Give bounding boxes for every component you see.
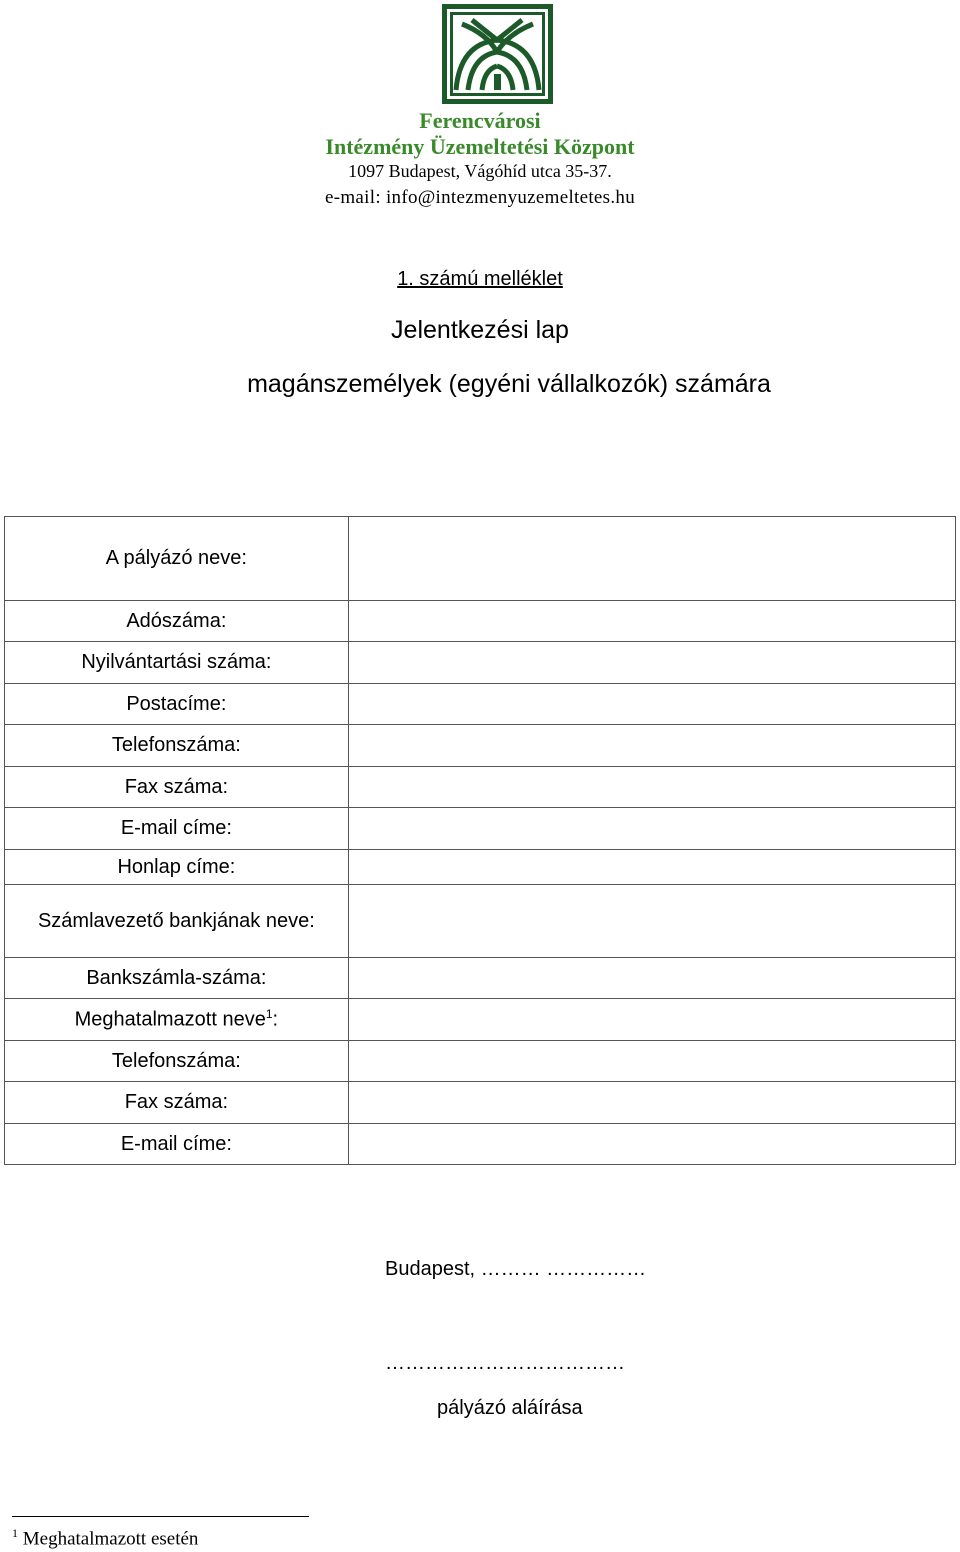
form-row-fax bbox=[5, 767, 956, 808]
form-value-bank-name[interactable] bbox=[348, 885, 955, 958]
form-label: Meghatalmazott neve bbox=[74, 1008, 266, 1031]
footnote-divider bbox=[12, 1516, 309, 1517]
form-label: Fax száma: bbox=[5, 1082, 349, 1124]
form-row-representative-email bbox=[5, 1124, 956, 1165]
organization-logo bbox=[442, 4, 553, 104]
form-label-suffix: : bbox=[272, 1008, 279, 1031]
form-row-registration-number bbox=[5, 642, 956, 684]
form-value-applicant-name[interactable] bbox=[348, 517, 955, 601]
form-value-bank-account[interactable] bbox=[348, 958, 955, 999]
form-label: Számlavezető bankjának neve: bbox=[5, 885, 349, 958]
footnote-ref: 1 bbox=[265, 1007, 273, 1022]
footnote-marker: 1 bbox=[12, 1526, 18, 1540]
form-row-bank-account bbox=[5, 958, 956, 999]
form-label: E-mail címe: bbox=[5, 1124, 349, 1165]
form-label: Telefonszáma: bbox=[5, 725, 349, 767]
footnote bbox=[12, 1526, 198, 1550]
annex-label: 1. számú melléklet bbox=[397, 268, 563, 290]
annex-label-container bbox=[0, 268, 960, 291]
org-name-line1: Ferencvárosi bbox=[419, 108, 541, 133]
org-name-line2: Intézmény Üzemeltetési Központ bbox=[325, 134, 635, 159]
form-label: Nyilvántartási száma: bbox=[5, 642, 349, 684]
form-value-representative-phone[interactable] bbox=[348, 1041, 955, 1082]
form-value-representative-email[interactable] bbox=[348, 1124, 955, 1165]
form-row-representative-fax bbox=[5, 1082, 956, 1124]
form-row-postal-address bbox=[5, 684, 956, 725]
form-row-representative-phone bbox=[5, 1041, 956, 1082]
form-label: E-mail címe: bbox=[5, 808, 349, 850]
form-label: Honlap címe: bbox=[5, 850, 349, 885]
org-email: e-mail: info@intezmenyuzemeltetes.hu bbox=[324, 187, 636, 208]
form-label: Postacíme: bbox=[5, 684, 349, 725]
form-label-representative bbox=[5, 999, 349, 1041]
form-value-registration-number[interactable] bbox=[348, 642, 955, 684]
form-label: Bankszámla-száma: bbox=[5, 958, 349, 999]
form-row-website bbox=[5, 850, 956, 885]
form-value-phone[interactable] bbox=[348, 725, 955, 767]
form-row-tax-number bbox=[5, 601, 956, 642]
form-value-fax[interactable] bbox=[348, 767, 955, 808]
form-value-email[interactable] bbox=[348, 808, 955, 850]
place-date: Budapest, ……… …………… bbox=[385, 1258, 647, 1280]
form-label: Adószáma: bbox=[5, 601, 349, 642]
footnote-text: Meghatalmazott esetén bbox=[22, 1528, 199, 1550]
signature-line: ……………………………… bbox=[385, 1352, 625, 1374]
form-row-phone bbox=[5, 725, 956, 767]
form-value-website[interactable] bbox=[348, 850, 955, 885]
form-label: Fax száma: bbox=[5, 767, 349, 808]
form-title: Jelentkezési lap bbox=[391, 316, 569, 344]
form-row-representative-name bbox=[5, 999, 956, 1041]
form-row-applicant-name bbox=[5, 517, 956, 601]
form-label: A pályázó neve: bbox=[5, 517, 349, 601]
form-row-email bbox=[5, 808, 956, 850]
signature-label: pályázó aláírása bbox=[437, 1397, 583, 1419]
form-label: Telefonszáma: bbox=[5, 1041, 349, 1082]
form-row-bank-name bbox=[5, 885, 956, 958]
form-value-postal-address[interactable] bbox=[348, 684, 955, 725]
form-value-tax-number[interactable] bbox=[348, 601, 955, 642]
form-subtitle: magánszemélyek (egyéni vállalkozók) számára bbox=[247, 370, 771, 398]
org-address: 1097 Budapest, Vágóhíd utca 35-37. bbox=[348, 161, 612, 181]
form-value-representative-name[interactable] bbox=[348, 999, 955, 1041]
application-form-table bbox=[4, 516, 956, 1165]
form-value-representative-fax[interactable] bbox=[348, 1082, 955, 1124]
